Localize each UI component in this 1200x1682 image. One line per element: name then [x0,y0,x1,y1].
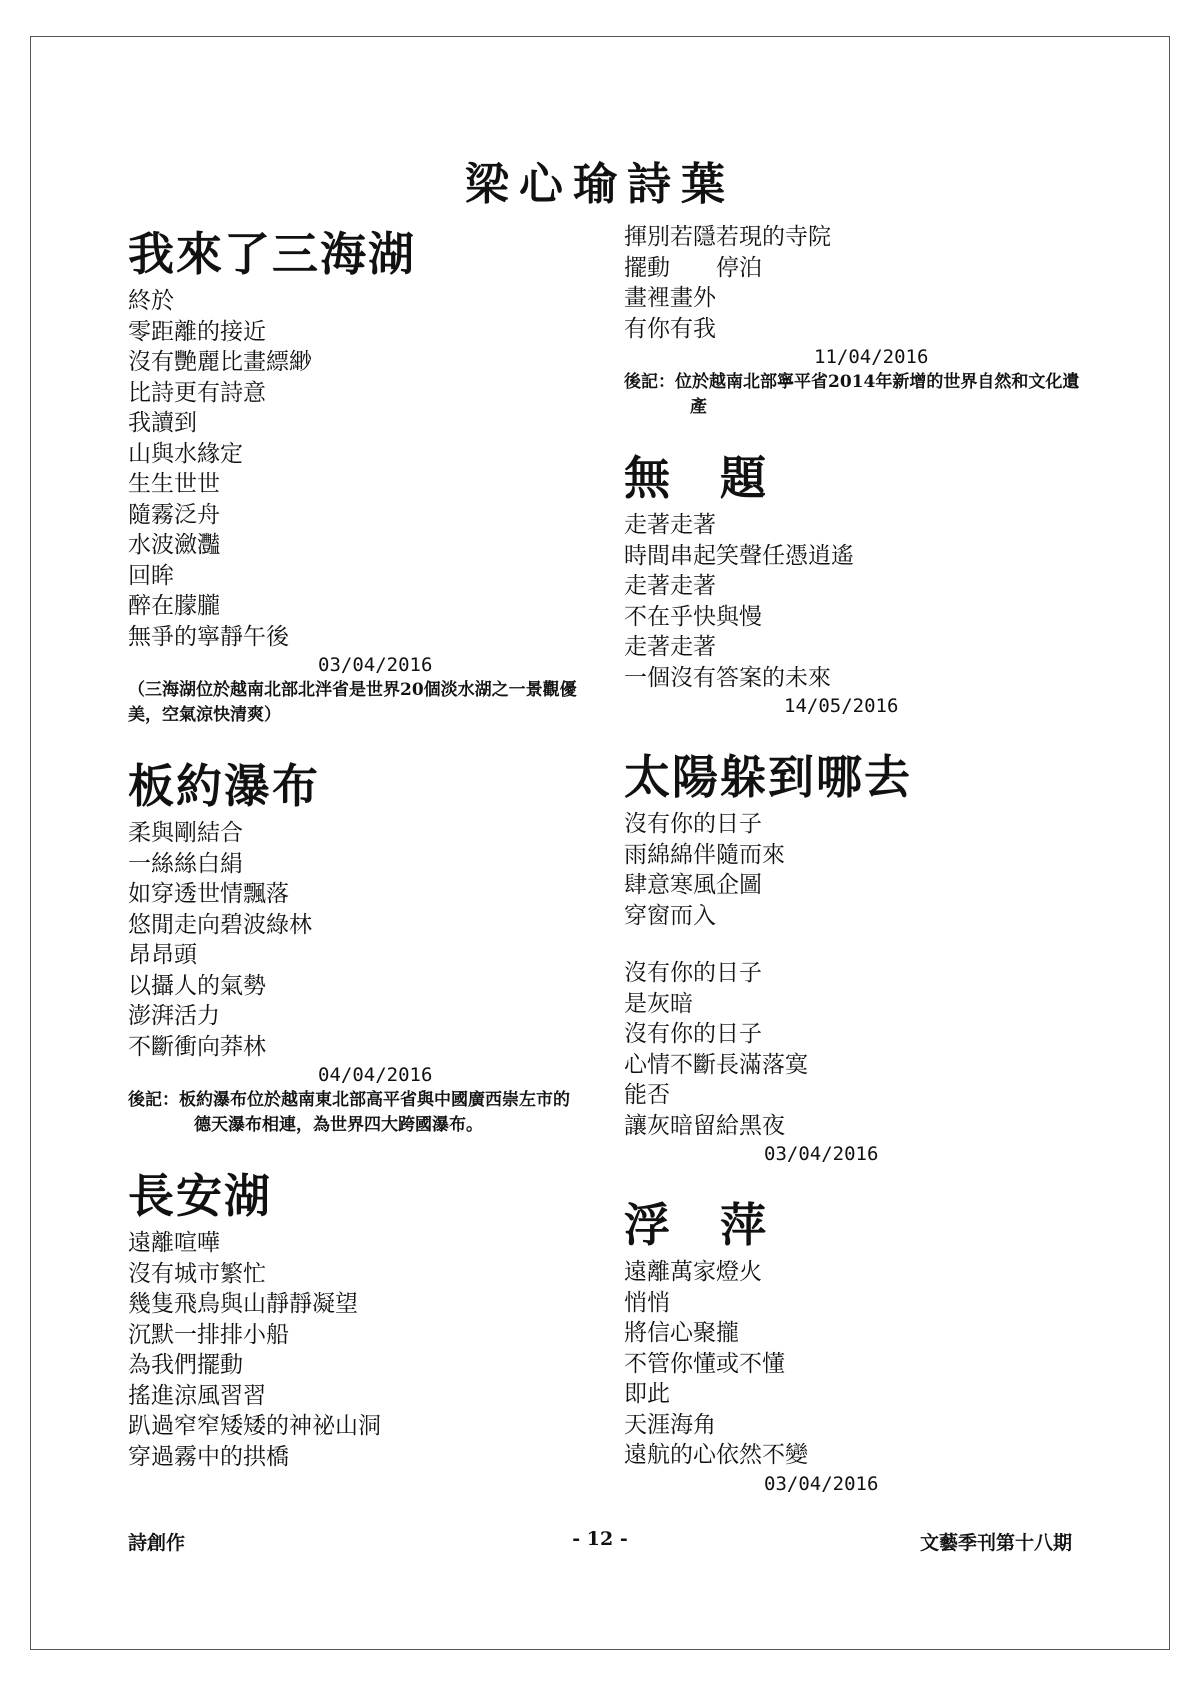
poem-line: 即此 [624,1381,670,1407]
poem-body [624,809,1084,1141]
poem-line: 將信心聚攏 [624,1320,739,1346]
poem-line: 柔與剛結合 [128,820,243,846]
poem-line: 天涯海角 [624,1411,716,1438]
poem-line: 能否 [624,1082,670,1108]
poem-line: 我讀到 [128,410,197,436]
poem-line: 搖進涼風習習 [128,1382,266,1409]
poem-line: 心情不斷長滿落寞 [624,1051,808,1078]
poem-line: 醉在朦朧 [128,593,220,619]
poem-line: 沒有你的日子 [624,1021,762,1047]
poem-line: 不斷衝向莽林 [128,1033,266,1060]
poem-line: 不管你懂或不懂 [624,1350,785,1377]
poem-line: 沉默一排排小船 [128,1321,289,1348]
poem-trang-an-lake [128,1164,578,1472]
poem-body [624,510,1084,693]
poem-title: 我來了三海湖 [128,227,416,281]
poem-trang-an-lake-continued [624,222,1084,420]
poem-note-text: （三海湖位於越南北部北泮省是世界20個淡水湖之一景觀優美，空氣涼快清爽） [128,680,577,725]
page-title: 梁心瑜詩葉 [465,159,735,210]
poem-body [128,1228,578,1472]
poem-title: 浮 萍 [624,1198,768,1252]
poem-line: 昂昂頭 [128,942,197,968]
poem-line: 走著走著 [624,573,716,599]
poem-note [128,1088,578,1138]
poem-line: 幾隻飛鳥與山靜靜凝望 [128,1291,358,1317]
poem-note [128,678,578,728]
poem-line: 山與水緣定 [128,440,243,467]
poem-title: 無 題 [624,451,768,505]
poem-line: 比詩更有詩意 [128,379,266,406]
poem-line: 回眸 [128,562,174,589]
poem-where-did-the-sun-hide [624,745,1084,1167]
poem-line: 穿窗而入 [624,902,716,929]
footer-publication-name: 文藝季刊第十八期 [919,1532,1072,1554]
poem-line: 走著走著 [624,634,716,660]
left-column [128,222,578,1472]
poem-line: 沒有艷麗比畫縹緲 [128,349,312,375]
footer-section-label: 詩創作 [128,1532,186,1554]
poem-date: 03/04/2016 [764,1472,879,1495]
poem-note-text: 後記：位於越南北部寧平省2014年新增的世界自然和文化遺產 [624,372,1080,417]
poem-line: 趴過窄窄矮矮的神祕山洞 [128,1413,381,1439]
poem-title: 長安湖 [128,1169,272,1223]
poem-line: 沒有你的日子 [624,811,762,837]
poem-note [624,370,1084,420]
poem-body [624,222,1084,344]
stanza-break [624,931,1084,958]
footer-page-number: - 12 - [572,1528,628,1550]
poem-date: 14/05/2016 [784,695,899,717]
poem-line: 走著走著 [624,512,716,538]
poem-line: 遠離萬家燈火 [624,1259,762,1285]
poem-body [128,286,578,652]
poem-line: 不在乎快與慢 [624,603,762,630]
poem-line: 如穿透世情飄落 [128,881,289,907]
poem-line: 沒有城市繁忙 [128,1260,266,1287]
poem-line: 以攝人的氣勢 [128,972,266,999]
poem-san-hai-lake [128,222,578,728]
poem-date: 04/04/2016 [318,1064,433,1086]
poem-line: 擺動 停泊 [624,254,762,281]
poem-line: 零距離的接近 [128,318,266,345]
right-column [624,222,1084,1497]
poem-line: 沒有你的日子 [624,960,762,986]
poem-duckweed [624,1193,1084,1497]
poem-line: 揮別若隱若現的寺院 [624,224,831,250]
poem-line: 一絲絲白絹 [128,850,243,877]
poem-line: 一個沒有答案的未來 [624,664,831,691]
poem-date: 11/04/2016 [814,346,929,368]
poem-line: 澎湃活力 [128,1003,220,1029]
poem-line: 穿過霧中的拱橋 [128,1443,289,1470]
poem-line: 時間串起笑聲任憑逍遙 [624,542,854,569]
poem-line: 讓灰暗留給黑夜 [624,1112,785,1139]
poem-title: 板約瀑布 [128,759,320,813]
poem-line: 悠閒走向碧波綠林 [128,911,312,938]
poem-line: 是灰暗 [624,990,693,1017]
poem-line: 肆意寒風企圖 [624,872,762,898]
poem-line: 生生世世 [128,471,220,497]
poem-title: 太陽躲到哪去 [624,750,912,804]
poem-untitled [624,446,1084,719]
poem-line: 悄悄 [624,1289,670,1316]
poem-line: 為我們擺動 [128,1352,243,1378]
poem-date: 03/04/2016 [318,654,433,676]
poem-date: 03/04/2016 [764,1143,879,1165]
poem-line: 畫裡畫外 [624,285,716,311]
poem-line: 遠航的心依然不變 [624,1442,808,1468]
poem-line: 終於 [128,288,174,314]
poem-line: 無爭的寧靜午後 [128,623,289,650]
poem-line: 有你有我 [624,315,716,342]
poem-line: 隨霧泛舟 [128,501,220,528]
poem-line: 雨綿綿伴隨而來 [624,841,785,868]
poem-note-text: 後記：板約瀑布位於越南東北部高平省與中國廣西崇左市的德天瀑布相連，為世界四大跨國瀑布。 [128,1090,570,1135]
poem-line: 水波瀲灩 [128,532,220,558]
poem-line: 遠離喧嘩 [128,1230,220,1256]
poem-body [128,818,578,1062]
poem-body [624,1257,1084,1471]
poem-ban-gioc-waterfall [128,754,578,1138]
